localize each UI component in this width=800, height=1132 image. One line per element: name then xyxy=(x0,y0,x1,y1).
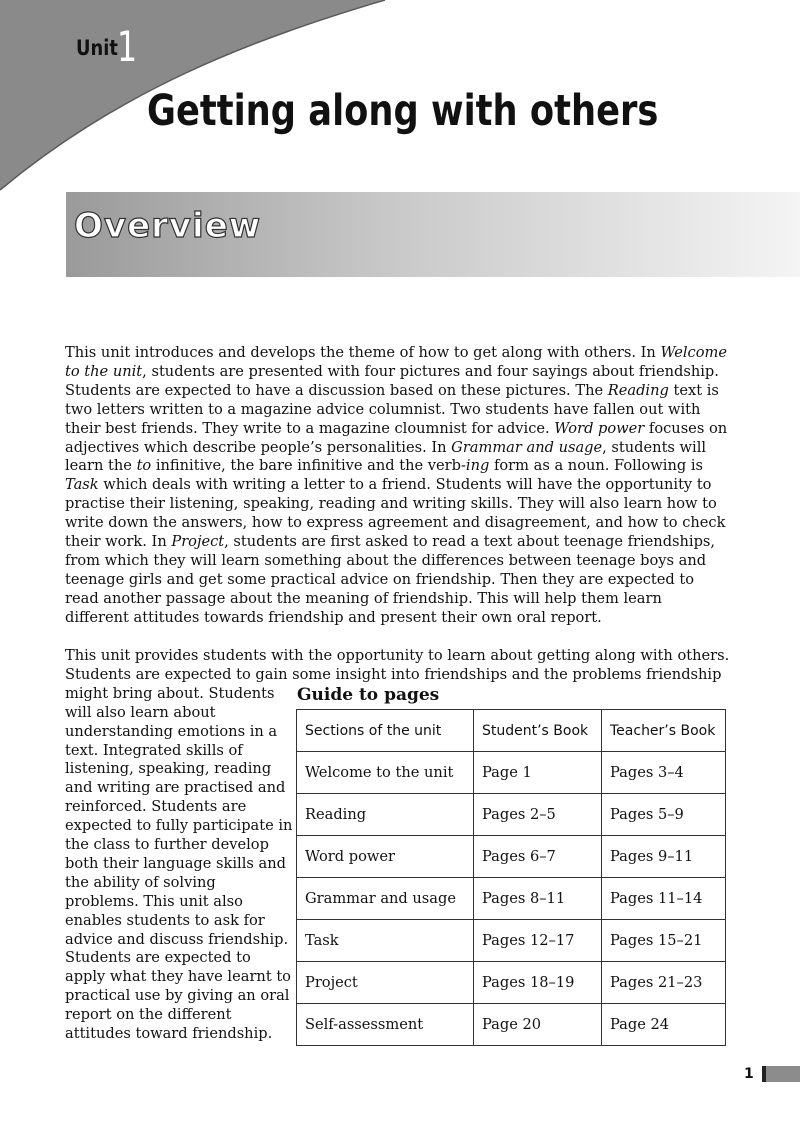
table-row xyxy=(297,752,726,794)
section-cell: Welcome to the unit xyxy=(297,752,474,794)
teachers-book-cell: Pages 5–9 xyxy=(602,794,726,836)
unit-number: 1 xyxy=(117,22,138,71)
guide-header-sections: Sections of the unit xyxy=(297,710,474,752)
table-row xyxy=(297,878,726,920)
unit-label: Unit xyxy=(76,36,118,60)
page-number-bar xyxy=(762,1066,800,1082)
overview-paragraph-2-top: This unit provides students with the opportunity to learn about getting along with others. Students are expected to gain some insight into friendships and the problems friendship xyxy=(65,647,730,683)
section-cell: Task xyxy=(297,920,474,962)
guide-table xyxy=(296,709,726,1046)
table-row xyxy=(297,1004,726,1046)
guide-header-students-book: Student’s Book xyxy=(474,710,602,752)
page-number: 1 xyxy=(744,1066,754,1082)
table-row xyxy=(297,794,726,836)
students-book-cell: Page 20 xyxy=(474,1004,602,1046)
teachers-book-cell: Page 24 xyxy=(602,1004,726,1046)
section-cell: Project xyxy=(297,962,474,1004)
section-cell: Self-assessment xyxy=(297,1004,474,1046)
overview-paragraph-1: This unit introduces and develops the theme of how to get along with others. In Welcome to the unit, students are presented with four pictures and four sayings about friendship. Students are expected to have a discussion based on these pictures. The Reading text is two letters written to a magazine advice columnist. Two students have fallen out with their best friends. They write to a magazine cloumnist for advice. Word power focuses on adjectives which describe people’s personalities. In Grammar and usage, students will learn the to infinitive, the bare infinitive and the verb-ing form as a noun. Following is Task which deals with writing a letter to a friend. Students will have the opportunity to practise their listening, speaking, reading and writing skills. They will also learn how to write down the answers, how to express agreement and disagreement, and how to check their work. In Project, students are first asked to read a text about teenage friendships, from which they will learn something about the differences between teenage boys and teenage girls and get some practical advice on friendship. Then they are expected to read another passage about the meaning of friendship. This will help them learn different attitudes towards friendship and present their own oral report. xyxy=(65,344,728,626)
students-book-cell: Pages 18–19 xyxy=(474,962,602,1004)
teachers-book-cell: Pages 21–23 xyxy=(602,962,726,1004)
teachers-book-cell: Pages 9–11 xyxy=(602,836,726,878)
table-row xyxy=(297,920,726,962)
section-cell: Reading xyxy=(297,794,474,836)
students-book-cell: Pages 12–17 xyxy=(474,920,602,962)
table-row xyxy=(297,836,726,878)
students-book-cell: Pages 2–5 xyxy=(474,794,602,836)
overview-paragraph-2-rest: might bring about. Students will also learn about understanding emotions in a text. Integrated skills of listening, speaking, reading and writing are practised and reinforced. Students are expected to fully participate in the class to further develop both their language skills and the ability of solving problems. This unit also enables students to ask for advice and discuss friendship. Students are expected to apply what they have learnt to practical use by giving an oral report on the different attitudes toward friendship. xyxy=(65,684,293,1043)
section-cell: Grammar and usage xyxy=(297,878,474,920)
teachers-book-cell: Pages 11–14 xyxy=(602,878,726,920)
guide-header-teachers-book: Teacher’s Book xyxy=(602,710,726,752)
teachers-book-cell: Pages 3–4 xyxy=(602,752,726,794)
guide-title: Guide to pages xyxy=(297,685,440,705)
table-row xyxy=(297,962,726,1004)
teachers-book-cell: Pages 15–21 xyxy=(602,920,726,962)
students-book-cell: Page 1 xyxy=(474,752,602,794)
section-cell: Word power xyxy=(297,836,474,878)
guide-header-row xyxy=(297,710,726,752)
overview-heading: Overview xyxy=(74,206,262,246)
overview-banner xyxy=(66,192,800,277)
unit-title: Getting along with others xyxy=(147,86,659,136)
students-book-cell: Pages 8–11 xyxy=(474,878,602,920)
students-book-cell: Pages 6–7 xyxy=(474,836,602,878)
